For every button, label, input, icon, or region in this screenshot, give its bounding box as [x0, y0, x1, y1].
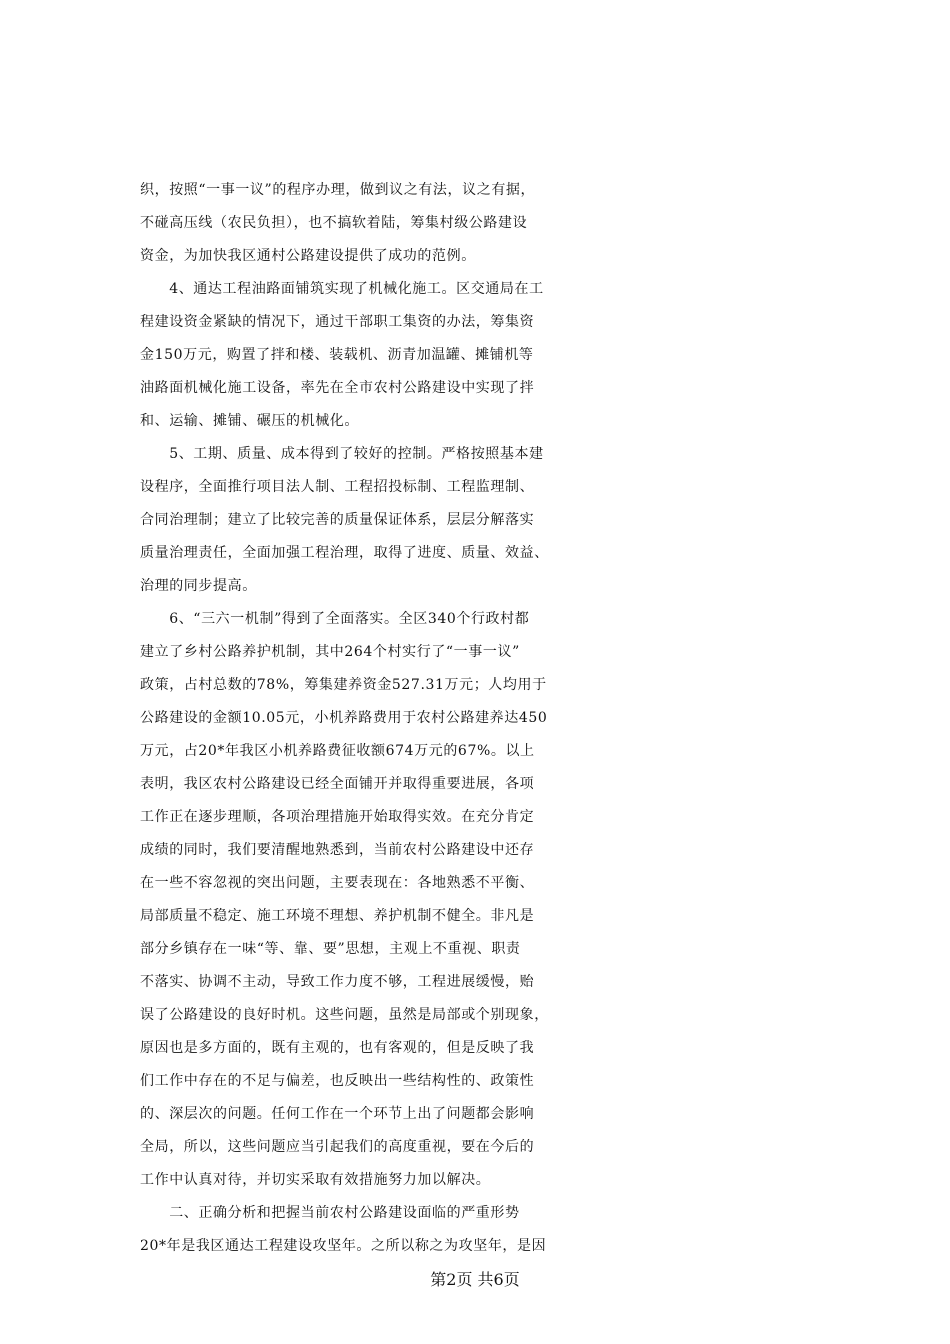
text-line: 金150万元，购置了拌和楼、装载机、沥青加温罐、摊铺机等 [140, 347, 534, 363]
text-line: 在一些不容忽视的突出问题，主要表现在：各地熟悉不平衡、 [140, 875, 535, 891]
text-line: 不碰高压线（农民负担），也不搞软着陆，筹集村级公路建设 [140, 215, 528, 231]
text-line: 建立了乡村公路养护机制，其中264个村实行了“一事一议” [140, 644, 520, 660]
text-line: 不落实、协调不主动，导致工作力度不够，工程进展缓慢，贻 [140, 974, 535, 990]
text-line: 们工作中存在的不足与偏差，也反映出一些结构性的、政策性 [140, 1073, 535, 1089]
text-line: 资金，为加快我区通村公路建设提供了成功的范例。 [140, 248, 476, 264]
text-line: 政策，占村总数的78%，筹集建养资金527.31万元；人均用于 [140, 677, 547, 693]
text-line: 6、“三六一机制”得到了全面落实。全区340个行政村都 [140, 611, 530, 627]
page-number-footer: 第2页 共6页 [430, 1270, 520, 1289]
section-heading: 二、正确分析和把握当前农村公路建设面临的严重形势 [140, 1205, 520, 1221]
text-line: 5、工期、质量、成本得到了较好的控制。严格按照基本建 [140, 446, 544, 462]
text-line: 公路建设的金额10.05元，小机养路费用于农村公路建养达450 [140, 710, 548, 726]
text-line: 质量治理责任，全面加强工程治理，取得了进度、质量、效益、 [140, 545, 549, 561]
text-line: 治理的同步提高。 [140, 578, 257, 594]
text-line: 的、深层次的问题。任何工作在一个环节上出了问题都会影响 [140, 1106, 535, 1122]
text-line: 全局，所以，这些问题应当引起我们的高度重视，要在今后的 [140, 1139, 535, 1155]
text-line: 局部质量不稳定、施工环境不理想、养护机制不健全。非凡是 [140, 908, 535, 924]
text-line: 油路面机械化施工设备，率先在全市农村公路建设中实现了拌 [140, 380, 535, 396]
text-line: 20*年是我区通达工程建设攻坚年。之所以称之为攻坚年，是因 [140, 1238, 547, 1254]
text-line: 和、运输、摊铺、碾压的机械化。 [140, 413, 359, 429]
text-line: 部分乡镇存在一味“等、靠、要”思想，主观上不重视、职责 [140, 941, 521, 957]
text-line: 表明，我区农村公路建设已经全面铺开并取得重要进展，各项 [140, 776, 535, 792]
text-line: 原因也是多方面的，既有主观的，也有客观的，但是反映了我 [140, 1040, 535, 1056]
text-line: 成绩的同时，我们要清醒地熟悉到，当前农村公路建设中还存 [140, 842, 535, 858]
text-line: 设程序，全面推行项目法人制、工程招投标制、工程监理制、 [140, 479, 535, 495]
text-line: 万元，占20*年我区小机养路费征收额674万元的67%。以上 [140, 743, 535, 759]
text-line: 工作正在逐步理顺，各项治理措施开始取得实效。在充分肯定 [140, 809, 535, 825]
text-line: 4、通达工程油路面铺筑实现了机械化施工。区交通局在工 [140, 281, 544, 297]
text-line: 工作中认真对待，并切实采取有效措施努力加以解决。 [140, 1172, 491, 1188]
text-line: 程建设资金紧缺的情况下，通过干部职工集资的办法，筹集资 [140, 314, 535, 330]
text-line: 合同治理制；建立了比较完善的质量保证体系，层层分解落实 [140, 512, 535, 528]
text-line: 织，按照“一事一议”的程序办理，做到议之有法，议之有据， [140, 182, 536, 198]
text-line: 误了公路建设的良好时机。这些问题，虽然是局部或个别现象， [140, 1007, 549, 1023]
